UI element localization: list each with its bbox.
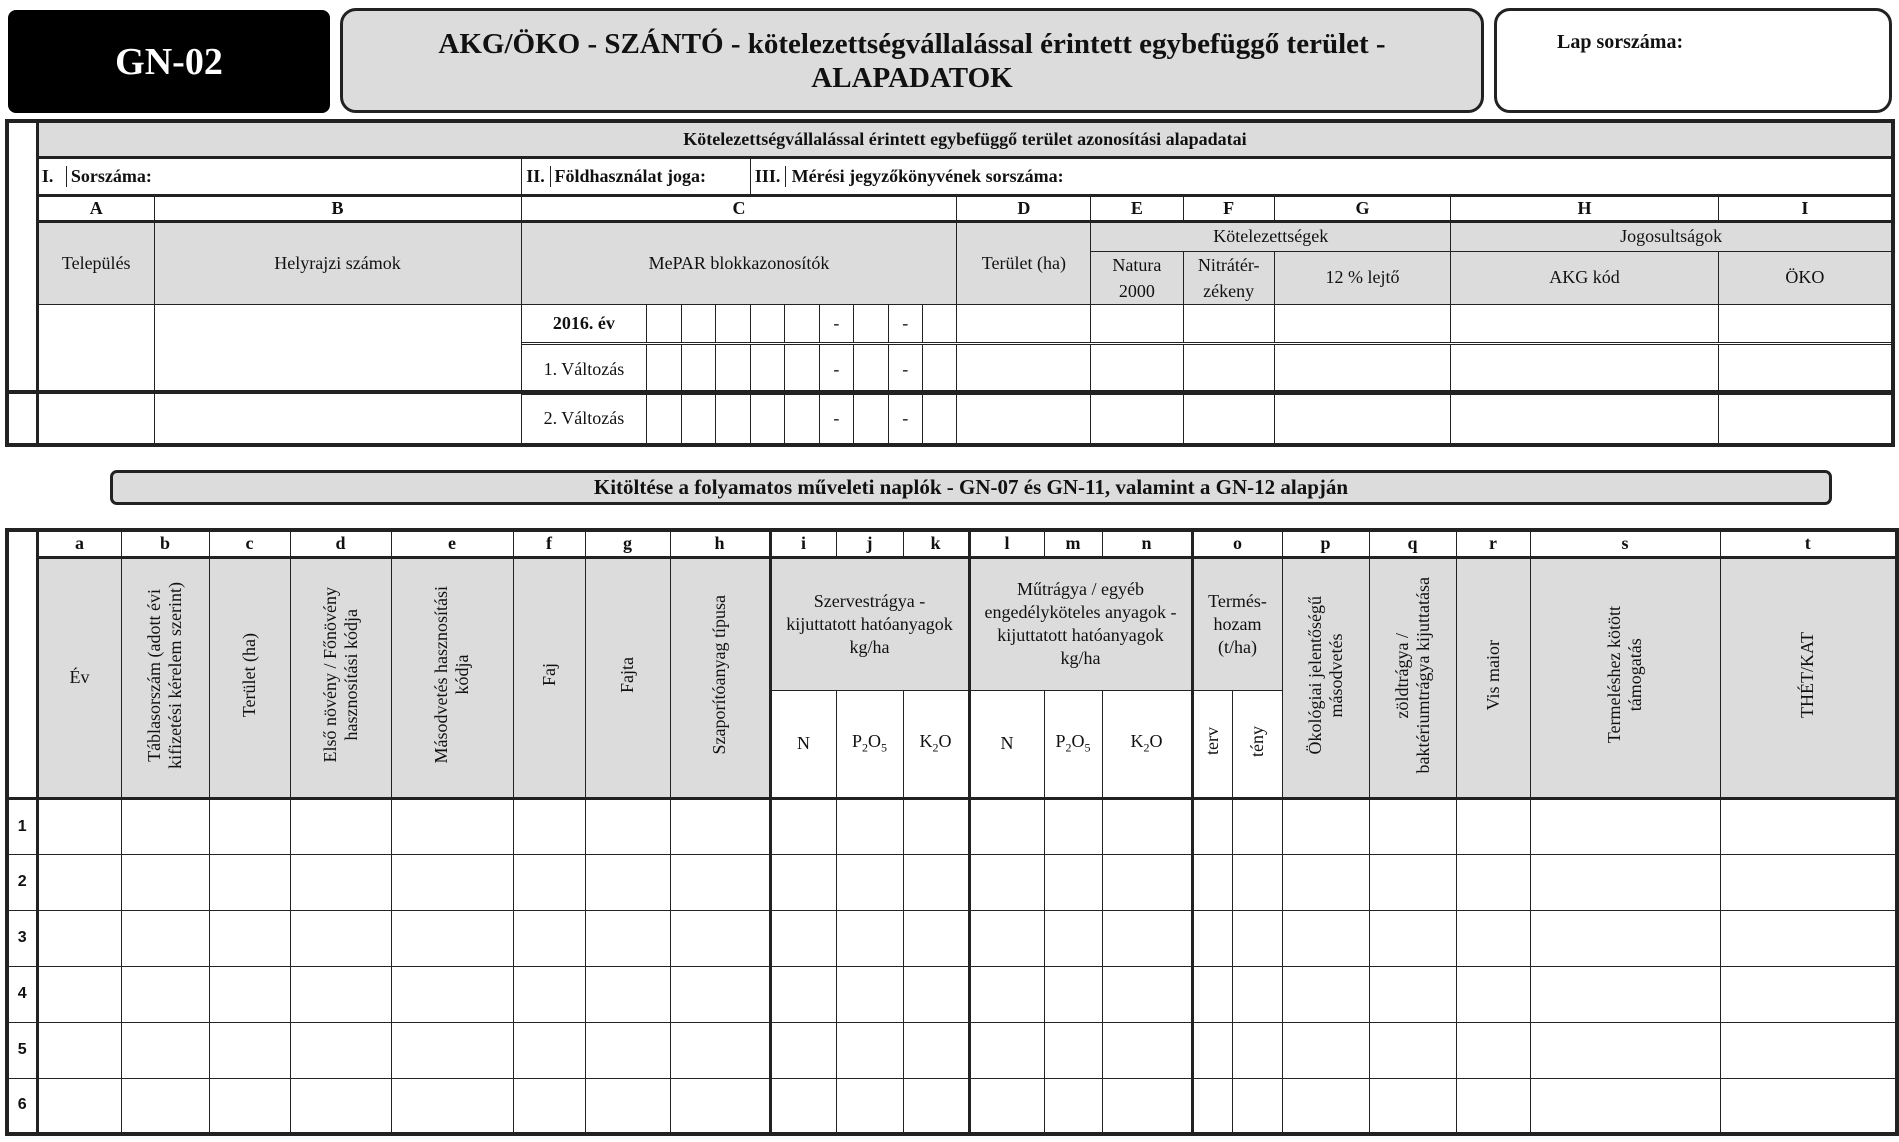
- row-number: 1: [7, 798, 37, 854]
- header-vis-maior: Vis maior: [1456, 557, 1530, 798]
- table-cell[interactable]: [836, 910, 903, 966]
- field-foldhasznalat[interactable]: II. Földhasználat joga:: [521, 157, 750, 195]
- col-letter-t: t: [1720, 530, 1897, 557]
- table-cell[interactable]: [969, 910, 1044, 966]
- table-cell[interactable]: [37, 798, 121, 854]
- table-cell[interactable]: [1456, 1078, 1530, 1134]
- table-cell[interactable]: [1530, 798, 1720, 854]
- input-natura[interactable]: [1091, 345, 1183, 395]
- field-meresi-jegyzokonyv[interactable]: III. Mérési jegyzőkönyvének sorszáma:: [750, 157, 1893, 195]
- table-cell[interactable]: [513, 798, 585, 854]
- header-akg: AKG kód: [1451, 251, 1719, 304]
- input-terulet[interactable]: [957, 345, 1091, 395]
- table-cell[interactable]: [969, 966, 1044, 1022]
- table-cell[interactable]: [903, 966, 969, 1022]
- header-szaporitoanyag: Szaporítóanyag típusa: [670, 557, 770, 798]
- table-cell[interactable]: [903, 798, 969, 854]
- mepar-dash: -: [888, 304, 922, 342]
- table-cell[interactable]: [1232, 854, 1282, 910]
- input-natura[interactable]: [1091, 304, 1183, 342]
- form-code: GN-02: [8, 10, 330, 113]
- col-letter-B: B: [154, 195, 521, 221]
- mepar-cell[interactable]: [854, 345, 888, 395]
- table-cell[interactable]: [209, 966, 290, 1022]
- table-cell[interactable]: [670, 798, 770, 854]
- mepar-cell[interactable]: [716, 345, 750, 395]
- table-cell[interactable]: [121, 798, 209, 854]
- mepar-cell[interactable]: [750, 304, 784, 342]
- table-cell[interactable]: [1232, 1078, 1282, 1134]
- col-letter-i: i: [770, 530, 836, 557]
- input-helyrajzi-cont[interactable]: [154, 345, 521, 445]
- col-letter-A: A: [37, 195, 154, 221]
- table-cell[interactable]: [836, 1078, 903, 1134]
- col-letter-F: F: [1183, 195, 1274, 221]
- table-cell[interactable]: [1102, 966, 1192, 1022]
- table-cell[interactable]: [1456, 798, 1530, 854]
- header-helyrajzi: Helyrajzi számok: [154, 221, 521, 304]
- col-letter-H: H: [1451, 195, 1719, 221]
- fill-instructions-banner: Kitöltése a folyamatos műveleti naplók - GN-07 és GN-11, valamint a GN-12 alapján: [110, 470, 1832, 505]
- table-cell[interactable]: [37, 966, 121, 1022]
- table-cell[interactable]: [1369, 966, 1456, 1022]
- table-cell[interactable]: [1102, 798, 1192, 854]
- table-cell[interactable]: [1720, 854, 1897, 910]
- header-ev: Év: [37, 557, 121, 798]
- header-natura: Natura 2000: [1091, 251, 1183, 304]
- table-cell[interactable]: [121, 910, 209, 966]
- input-terulet[interactable]: [957, 304, 1091, 342]
- table-cell[interactable]: [969, 1022, 1044, 1078]
- table-row: [7, 798, 1897, 854]
- table-cell[interactable]: [1369, 1078, 1456, 1134]
- table-cell[interactable]: [1232, 1022, 1282, 1078]
- table-cell[interactable]: [1720, 1022, 1897, 1078]
- input-oko[interactable]: [1718, 345, 1893, 395]
- table-cell[interactable]: [121, 966, 209, 1022]
- input-oko[interactable]: [1718, 395, 1893, 445]
- table-cell[interactable]: [1369, 1022, 1456, 1078]
- mepar-dash: -: [888, 345, 922, 395]
- table-cell[interactable]: [1192, 966, 1232, 1022]
- table-cell[interactable]: [1282, 1022, 1369, 1078]
- header-mutragya-k2o: $K_2O$: [1102, 690, 1192, 798]
- table-row: [7, 966, 1897, 1022]
- mepar-cell[interactable]: [647, 304, 681, 342]
- mepar-row-label: 2016. év: [521, 304, 647, 342]
- table-cell[interactable]: [290, 1078, 391, 1134]
- col-letter-p: p: [1282, 530, 1369, 557]
- col-letter-s: s: [1530, 530, 1720, 557]
- table-cell[interactable]: [290, 910, 391, 966]
- header-masodvetes: Másodvetés hasznosítási kódja: [391, 557, 513, 798]
- mepar-cell[interactable]: [854, 395, 888, 445]
- input-akg[interactable]: [1451, 304, 1719, 342]
- col-letter-d: d: [290, 530, 391, 557]
- table-cell[interactable]: [1192, 910, 1232, 966]
- table-cell[interactable]: [1720, 966, 1897, 1022]
- table-cell[interactable]: [1102, 910, 1192, 966]
- table-cell[interactable]: [1232, 910, 1282, 966]
- table-cell[interactable]: [1456, 966, 1530, 1022]
- header-szerves-p2o5: $P_2O_5$: [836, 690, 903, 798]
- col-letter-E: E: [1091, 195, 1183, 221]
- col-letter-a: a: [37, 530, 121, 557]
- header-tablasorszam: Táblasorszám (adott évi kifizetési kérelem szerint): [121, 557, 209, 798]
- col-letter-e: e: [391, 530, 513, 557]
- identification-change-rows: [5, 344, 1895, 447]
- mepar-row-label: 2. Változás: [521, 395, 647, 445]
- col-letter-m: m: [1044, 530, 1102, 557]
- table-cell[interactable]: [1192, 1022, 1232, 1078]
- header-mutragya-n: N: [969, 690, 1044, 798]
- table-cell[interactable]: [903, 1078, 969, 1134]
- mepar-cell[interactable]: [785, 304, 819, 342]
- header-mepar: MePAR blokkazonosítók: [521, 221, 957, 304]
- table-cell[interactable]: [670, 966, 770, 1022]
- table-cell[interactable]: [770, 1022, 836, 1078]
- table-cell[interactable]: [903, 854, 969, 910]
- header-fajta: Fajta: [585, 557, 670, 798]
- mepar-cell[interactable]: [681, 345, 715, 395]
- col-letter-c: c: [209, 530, 290, 557]
- mepar-cell[interactable]: [923, 395, 957, 445]
- col-letter-j: j: [836, 530, 903, 557]
- table-cell[interactable]: [1530, 854, 1720, 910]
- mepar-dash: -: [819, 304, 853, 342]
- col-letter-D: D: [957, 195, 1091, 221]
- mepar-cell[interactable]: [750, 395, 784, 445]
- input-natura[interactable]: [1091, 395, 1183, 445]
- table-cell[interactable]: [770, 910, 836, 966]
- input-lejto[interactable]: [1274, 345, 1450, 395]
- mepar-cell[interactable]: [922, 304, 956, 342]
- table-row: [7, 1078, 1897, 1134]
- table-cell[interactable]: [1044, 966, 1102, 1022]
- table-cell[interactable]: [836, 798, 903, 854]
- header-terv: terv: [1192, 690, 1232, 798]
- input-nitrat[interactable]: [1183, 345, 1274, 395]
- table-cell[interactable]: [1720, 1078, 1897, 1134]
- col-letter-f: f: [513, 530, 585, 557]
- header-elso-noveny: Első növény / Főnövény hasznosítási kódja: [290, 557, 391, 798]
- table-cell[interactable]: [121, 1078, 209, 1134]
- table-cell[interactable]: [1720, 798, 1897, 854]
- table-cell[interactable]: [513, 910, 585, 966]
- col-letter-I: I: [1718, 195, 1893, 221]
- table-cell[interactable]: [969, 854, 1044, 910]
- header-mutragya-p2o5: $P_2O_5$: [1044, 690, 1102, 798]
- table-cell[interactable]: [1044, 1078, 1102, 1134]
- table-cell[interactable]: [37, 1022, 121, 1078]
- mepar-cell[interactable]: [854, 304, 888, 342]
- mepar-row-label: 1. Változás: [521, 345, 647, 395]
- col-letter-g: g: [585, 530, 670, 557]
- table-cell[interactable]: [37, 854, 121, 910]
- table-cell[interactable]: [209, 1022, 290, 1078]
- input-lejto[interactable]: [1274, 395, 1450, 445]
- table-cell[interactable]: [1102, 1078, 1192, 1134]
- header-zoldtragya: zöldtrágya / baktériumtrágya kijuttatása: [1369, 557, 1456, 798]
- mepar-dash: -: [819, 345, 853, 395]
- table-cell[interactable]: [1192, 1078, 1232, 1134]
- col-letter-n: n: [1102, 530, 1192, 557]
- table-cell[interactable]: [585, 1078, 670, 1134]
- table-cell[interactable]: [1720, 910, 1897, 966]
- table-cell[interactable]: [670, 854, 770, 910]
- table-cell[interactable]: [209, 910, 290, 966]
- mepar-cell[interactable]: [785, 395, 819, 445]
- left-margin: [7, 345, 37, 445]
- table-cell[interactable]: [290, 854, 391, 910]
- table-cell[interactable]: [1282, 854, 1369, 910]
- table-cell[interactable]: [836, 1022, 903, 1078]
- col-letter-o: o: [1192, 530, 1282, 557]
- table-cell[interactable]: [1282, 1078, 1369, 1134]
- header-kotelezettsegek: Kötelezettségek: [1091, 221, 1451, 251]
- form-title: [340, 8, 1484, 113]
- table-cell[interactable]: [585, 854, 670, 910]
- col-letter-C: C: [521, 195, 957, 221]
- header-nitrat: Nitrátér- zékeny: [1183, 251, 1274, 304]
- table-row: [7, 854, 1897, 910]
- mepar-cell[interactable]: [647, 345, 681, 395]
- table-cell[interactable]: [770, 854, 836, 910]
- col-letter-q: q: [1369, 530, 1456, 557]
- table-cell[interactable]: [290, 798, 391, 854]
- field-sorszam[interactable]: I. Sorszáma:: [37, 157, 521, 195]
- table-cell[interactable]: [585, 910, 670, 966]
- table-cell[interactable]: [770, 966, 836, 1022]
- header-okologiai: Ökológiai jelentőségű másodvetés: [1282, 557, 1369, 798]
- table-cell[interactable]: [1044, 854, 1102, 910]
- header-termeshozam: Termés- hozam (t/ha): [1192, 557, 1282, 690]
- header-faj: Faj: [513, 557, 585, 798]
- mepar-cell[interactable]: [716, 395, 750, 445]
- table-cell[interactable]: [670, 1078, 770, 1134]
- table-cell[interactable]: [1192, 854, 1232, 910]
- table-cell[interactable]: [391, 854, 513, 910]
- sheet-number-label: Lap sorszáma:: [1557, 31, 1684, 53]
- header-mutragya: Műtrágya / egyéb engedélyköteles anyagok - kijuttatott hatóanyagok kg/ha: [969, 557, 1192, 690]
- table-cell[interactable]: [1369, 854, 1456, 910]
- table-cell[interactable]: [209, 1078, 290, 1134]
- table-cell[interactable]: [1044, 1022, 1102, 1078]
- table-cell[interactable]: [1232, 798, 1282, 854]
- header-terulet-ha: Terület (ha): [209, 557, 290, 798]
- table-cell[interactable]: [37, 1078, 121, 1134]
- row-number: 4: [7, 966, 37, 1022]
- table-cell[interactable]: [391, 910, 513, 966]
- mepar-cell[interactable]: [785, 345, 819, 395]
- left-margin: [7, 530, 37, 798]
- header-thet-kat: THÉT/KAT: [1720, 557, 1897, 798]
- section1-title: Kötelezettségvállalással érintett egybefüggő terület azonosítási alapadatai: [37, 121, 1893, 157]
- table-cell[interactable]: [969, 798, 1044, 854]
- table-cell[interactable]: [1232, 966, 1282, 1022]
- row-number: 3: [7, 910, 37, 966]
- table-cell[interactable]: [1282, 798, 1369, 854]
- table-cell[interactable]: [1530, 1078, 1720, 1134]
- mepar-cell[interactable]: [681, 395, 715, 445]
- input-telepules-cont[interactable]: [37, 345, 154, 445]
- input-akg[interactable]: [1451, 395, 1719, 445]
- mepar-cell[interactable]: [750, 345, 784, 395]
- table-cell[interactable]: [1530, 966, 1720, 1022]
- table-cell[interactable]: [1456, 910, 1530, 966]
- table-cell[interactable]: [1282, 966, 1369, 1022]
- table-cell[interactable]: [1192, 798, 1232, 854]
- input-nitrat[interactable]: [1183, 395, 1274, 445]
- table-cell[interactable]: [670, 910, 770, 966]
- table-cell[interactable]: [1369, 910, 1456, 966]
- header-telepules: Település: [37, 221, 154, 304]
- operations-table: [5, 528, 1899, 1136]
- col-letter-b: b: [121, 530, 209, 557]
- table-cell[interactable]: [1530, 910, 1720, 966]
- input-lejto[interactable]: [1274, 304, 1450, 342]
- table-cell[interactable]: [1369, 798, 1456, 854]
- input-akg[interactable]: [1451, 345, 1719, 395]
- table-row: [7, 1022, 1897, 1078]
- col-letter-h: h: [670, 530, 770, 557]
- row-number: 6: [7, 1078, 37, 1134]
- table-cell[interactable]: [37, 910, 121, 966]
- table-cell[interactable]: [770, 798, 836, 854]
- mepar-cell[interactable]: [647, 395, 681, 445]
- input-terulet[interactable]: [957, 395, 1091, 445]
- mepar-cell[interactable]: [681, 304, 715, 342]
- table-cell[interactable]: [903, 1022, 969, 1078]
- input-nitrat[interactable]: [1183, 304, 1274, 342]
- table-cell[interactable]: [121, 854, 209, 910]
- mepar-cell[interactable]: [716, 304, 750, 342]
- table-cell[interactable]: [770, 1078, 836, 1134]
- table-cell[interactable]: [1456, 1022, 1530, 1078]
- header-terulet: Terület (ha): [957, 221, 1091, 304]
- table-cell[interactable]: [585, 966, 670, 1022]
- header-termeleshez: Termeléshez kötött támogatás: [1530, 557, 1720, 798]
- row-number: 2: [7, 854, 37, 910]
- form-title-line2: ALAPADATOK: [811, 61, 1013, 94]
- table-cell[interactable]: [903, 910, 969, 966]
- table-cell[interactable]: [391, 966, 513, 1022]
- table-cell[interactable]: [1044, 910, 1102, 966]
- table-cell[interactable]: [391, 798, 513, 854]
- table-cell[interactable]: [513, 966, 585, 1022]
- table-cell[interactable]: [836, 966, 903, 1022]
- table-cell[interactable]: [513, 854, 585, 910]
- table-row: [7, 910, 1897, 966]
- table-cell[interactable]: [836, 854, 903, 910]
- sheet-number-box[interactable]: [1494, 8, 1892, 113]
- table-cell[interactable]: [969, 1078, 1044, 1134]
- header-szerves-k2o: $K_2O$: [903, 690, 969, 798]
- header-lejto: 12 % lejtő: [1274, 251, 1450, 304]
- table-cell[interactable]: [513, 1078, 585, 1134]
- header-jogosultsagok: Jogosultságok: [1451, 221, 1893, 251]
- col-letter-G: G: [1274, 195, 1450, 221]
- table-cell[interactable]: [209, 854, 290, 910]
- header-szervestragya: Szervestrágya - kijuttatott hatóanyagok kg/ha: [770, 557, 969, 690]
- header-szerves-n: N: [770, 690, 836, 798]
- col-letter-k: k: [903, 530, 969, 557]
- table-cell[interactable]: [391, 1022, 513, 1078]
- mepar-dash: -: [819, 395, 853, 445]
- col-letter-l: l: [969, 530, 1044, 557]
- table-cell[interactable]: [1044, 798, 1102, 854]
- table-cell[interactable]: [290, 1022, 391, 1078]
- table-cell[interactable]: [513, 1022, 585, 1078]
- table-cell[interactable]: [1530, 1022, 1720, 1078]
- mepar-cell[interactable]: [923, 345, 957, 395]
- table-cell[interactable]: [290, 966, 391, 1022]
- table-cell[interactable]: [670, 1022, 770, 1078]
- table-cell[interactable]: [585, 1022, 670, 1078]
- operations-rows: [7, 798, 1897, 1134]
- table-cell[interactable]: [1102, 854, 1192, 910]
- col-letter-r: r: [1456, 530, 1530, 557]
- table-cell[interactable]: [121, 1022, 209, 1078]
- header-teny: tény: [1232, 690, 1282, 798]
- table-cell[interactable]: [1282, 910, 1369, 966]
- table-cell[interactable]: [585, 798, 670, 854]
- mepar-dash: -: [888, 395, 922, 445]
- row-number: 5: [7, 1022, 37, 1078]
- table-cell[interactable]: [1456, 854, 1530, 910]
- table-cell[interactable]: [391, 1078, 513, 1134]
- table-cell[interactable]: [209, 798, 290, 854]
- form-title-line1: AKG/ÖKO - SZÁNTÓ - kötelezettségvállalással érintett egybefüggő terület -: [438, 27, 1386, 60]
- table-cell[interactable]: [1102, 1022, 1192, 1078]
- header-oko: ÖKO: [1718, 251, 1893, 304]
- input-oko[interactable]: [1718, 304, 1893, 342]
